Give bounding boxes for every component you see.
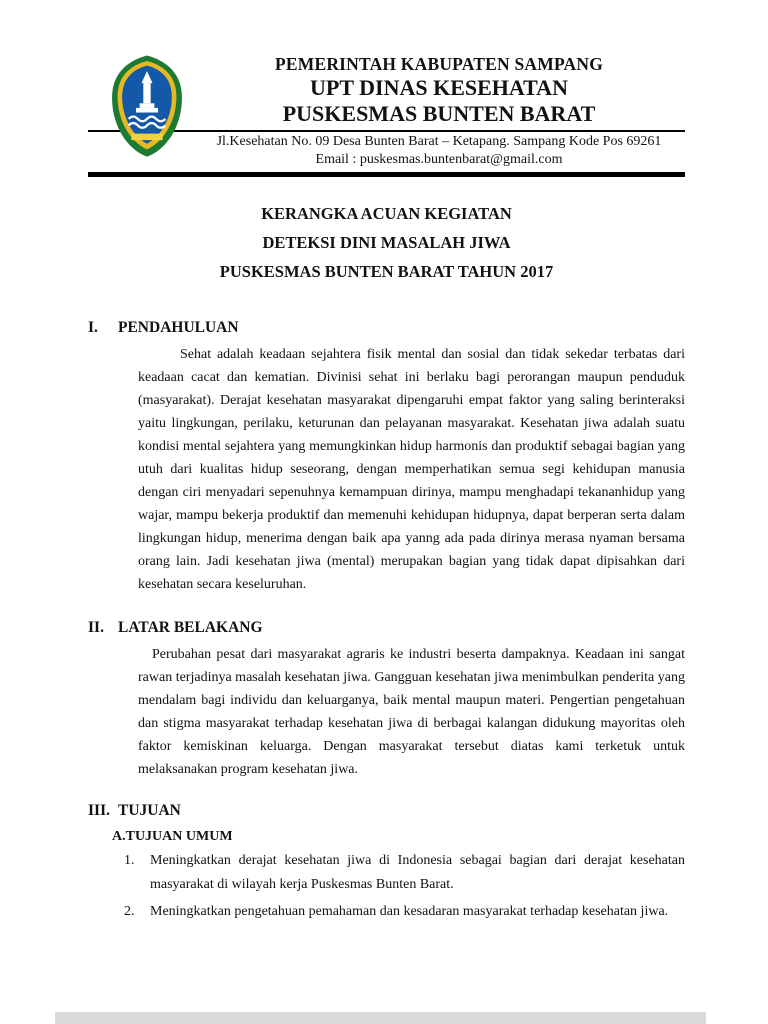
- section-pendahuluan-heading: [88, 318, 685, 337]
- section-latar-belakang: [88, 618, 685, 781]
- document-title-line-3: PUSKESMAS BUNTEN BARAT TAHUN 2017: [219, 262, 554, 281]
- section-pendahuluan-paragraph: Sehat adalah keadaan sejahtera fisik mental dan sosial dan tidak sekedar terbatas dari keadaan cacat dan kematian. Divinisi sehat ini berlaku bagi perorangan maupun penduduk (masyarakat). Derajat kesehatan masyarakat dipengaruhi empat faktor yang saling berinteraksi yaitu lingkungan, perilaku, keturunan dan pelayanan masyarakat. Kesehatan jiwa adalah suatu kondisi mental sejahtera yang memungkinkan hidup harmonis dan produktif sebagai bagian yang utuh dari kualitas hidup seseorang, dengan memperhatikan semua segi kehidupan manusia dengan ciri menyadari sepenuhnya kemampuan dirinya, mampu menghadapi tekananhidup yang wajar, mampu bekerja produktif dan memenuhi kehidupan hidupnya, dapat berperan serta dalam lingkungan hidup, menerima dengan baik apa yanng ada pada dirinya merasa nyaman bersama orang lain. Jadi kesehatan jiwa (mental) merupakan bagian yang tidak dapat dipisahkan dari kesehatan secara keseluruhan.: [138, 347, 685, 592]
- section-number: II.: [88, 619, 104, 636]
- list-item-number: 1.: [124, 853, 135, 868]
- list-item-text: Meningkatkan pengetahuan pemahaman dan kesadaran masyarakat terhadap kesehatan jiwa.: [150, 904, 669, 919]
- section-title: PENDAHULUAN: [118, 319, 239, 336]
- letterhead-address: Jl.Kesehatan No. 09 Desa Bunten Barat – Ketapang. Sampang Kode Pos 69261: [216, 134, 662, 149]
- section-pendahuluan: [88, 318, 685, 596]
- document-title-line-1: KERANGKA ACUAN KEGIATAN: [261, 204, 512, 223]
- section-tujuan: [88, 801, 685, 924]
- letterhead-government-line: PEMERINTAH KABUPATEN SAMPANG: [274, 54, 604, 74]
- section-latar-belakang-paragraph: Perubahan pesat dari masyarakat agraris ke industri beserta dampaknya. Keadaan ini sangat rawan terjadinya masalah kesehatan jiwa. Gangguan kesehatan jiwa menimbulkan penderita yang mendalam bagi individu dan keluarganya, baik mental maupun materi. Pengertian pengetahuan dan stigma masyarakat terhadap kesehatan jiwa di berbagai kalangan didukung mayoritas oleh faktor kemiskinan keluarga. Dengan masyarakat tersebut diatas kami terketuk untuk melaksanakan program kesehatan jiwa.: [138, 647, 685, 777]
- list-item-text: Meningkatkan derajat kesehatan jiwa di Indonesia sebagai bagian dari derajat kesehatan masyarakat di wilayah kerja Puskesmas Bunten Barat.: [150, 853, 685, 892]
- letterhead-puskesmas-line: PUSKESMAS BUNTEN BARAT: [282, 101, 596, 126]
- list-item: [124, 849, 685, 897]
- letterhead-divider-rule: [88, 172, 685, 177]
- letterhead-department-line: UPT DINAS KESEHATAN: [310, 75, 568, 100]
- section-number: I.: [88, 319, 98, 336]
- tujuan-umum-list: [124, 849, 685, 924]
- list-item: [124, 900, 685, 924]
- section-title: LATAR BELAKANG: [118, 619, 263, 636]
- section-latar-belakang-heading: [88, 618, 685, 637]
- list-item-number: 2.: [124, 904, 135, 919]
- section-tujuan-heading: [88, 801, 685, 820]
- section-number: III.: [88, 802, 110, 819]
- document-title: [88, 199, 685, 286]
- letterhead: [88, 53, 685, 169]
- subsection-tujuan-umum-heading: A.TUJUAN UMUM: [112, 829, 233, 844]
- page-bottom-gap: [55, 1012, 706, 1024]
- sampang-regency-emblem-logo: [101, 53, 193, 161]
- section-title: TUJUAN: [118, 802, 181, 819]
- letterhead-text-block: [193, 53, 685, 169]
- letterhead-email: Email : puskesmas.buntenbarat@gmail.com: [315, 152, 563, 167]
- document-title-line-2: DETEKSI DINI MASALAH JIWA: [262, 233, 511, 252]
